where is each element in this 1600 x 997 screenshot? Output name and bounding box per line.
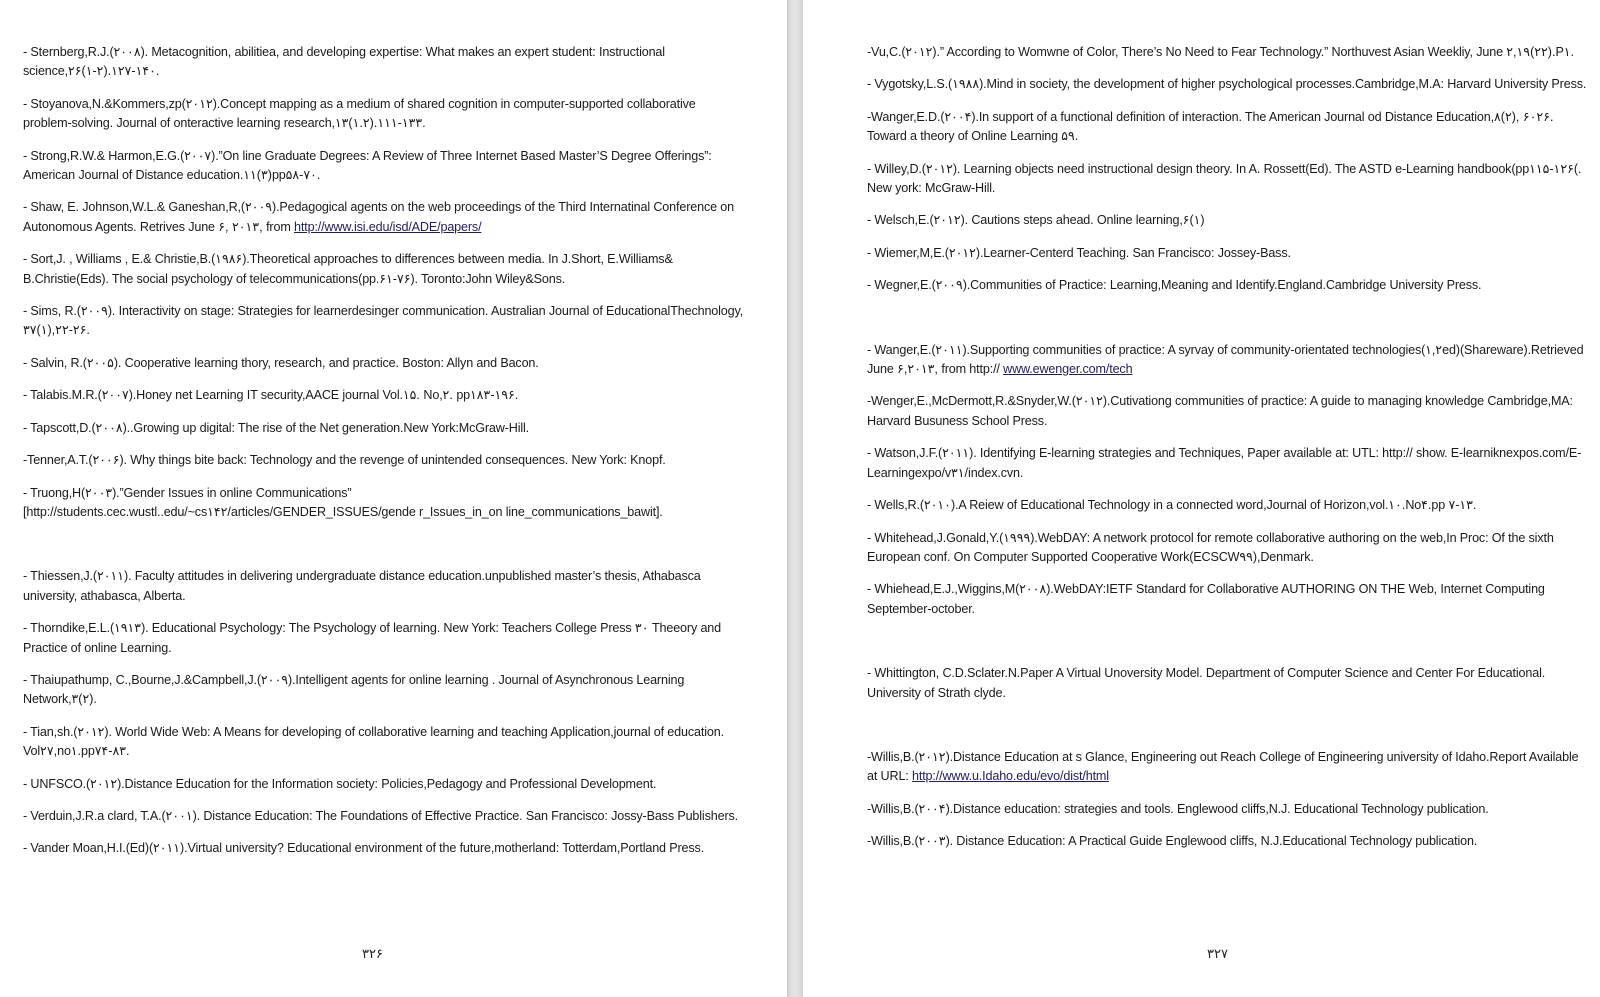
reference-link[interactable]: www.ewenger.com/tech — [1003, 362, 1133, 377]
reference-entry — [23, 839, 745, 858]
reference-entry — [867, 748, 1589, 787]
reference-text: - Vygotsky,L.S.(۱۹۸۸).Mind in society, the development of higher psychological processes.Cambridge,M.A: Harvard University Press. — [867, 77, 1587, 92]
reference-entry — [23, 807, 745, 826]
reference-entry — [867, 392, 1589, 431]
reference-entry — [23, 451, 745, 470]
reference-text: -Tenner,A.T.(۲۰۰۶). Why things bite back: Technology and the revenge of unintended consequences. New York: Knopf. — [23, 453, 666, 468]
reference-entry — [867, 211, 1589, 230]
reference-text: - Sort,J. , Williams , E.& Christie,B.(۱۹۸۶).Theoretical approaches to differences between media. In J.Short, E.Williams& B.Christie(Eds). The social psychology of telecommunications(pp.۶۱-۷۶). Toronto:John Wiley&Sons. — [23, 252, 673, 286]
reference-entry — [23, 567, 745, 606]
reference-text: - Thaiupathump, C.,Bourne,J.&Campbell,J.(۲۰۰۹).Intelligent agents for online learning . Journal of Asynchronous Learning Network,۳(۲). — [23, 672, 685, 707]
reference-entry — [23, 484, 745, 523]
reference-entry — [867, 444, 1589, 483]
reference-text: - Verduin,J.R.a clard, T.A.(۲۰۰۱). Distance Education: The Foundations of Effective Practice. San Francisco: Jossy-Bass Publishers. — [23, 808, 738, 823]
reference-text: -Willis,B.(۲۰۰۴).Distance education: strategies and tools. Englewood cliffs,N.J. Educational Technology publication. — [867, 801, 1489, 816]
reference-text: - Willey,D.(۲۰۱۲). Learning objects need instructional design theory. In A. Rossett(Ed). The ASTD e-Learning handbook(pp۱۱۵-۱۲۶(. New york: McGraw-Hill. — [867, 161, 1582, 196]
reference-entry — [867, 800, 1589, 819]
reference-text: - Whittington, C.D.Sclater.N.Paper A Virtual Unoversity Model. Department of Computer Science and Center For Educational. University of Strath clyde. — [867, 666, 1546, 700]
reference-link[interactable]: http://www.u.Idaho.edu/evo/dist/html — [912, 769, 1109, 784]
reference-text: - Salvin, R.(۲۰۰۵). Cooperative learning thory, research, and practice. Boston: Allyn and Bacon. — [23, 355, 539, 370]
reference-entry — [23, 354, 745, 373]
reference-entry — [867, 580, 1589, 619]
reference-entry — [23, 250, 745, 289]
reference-text: -Willis,B.(۲۰۰۳). Distance Education: A Practical Guide Englewood cliffs, N.J.Educational Technology publication. — [867, 834, 1478, 849]
reference-entry — [867, 108, 1589, 147]
reference-text: -Vu,C.(۲۰۱۲).” According to Womwne of Color, There’s No Need to Fear Technology.” Northuvest Asian Weekliy, June ۲,۱۹(۲۲).P۱. — [867, 45, 1574, 59]
reference-entry — [23, 95, 745, 134]
reference-entry — [867, 529, 1589, 568]
reference-entry — [23, 619, 745, 658]
reference-text: - Thorndike,E.L.(۱۹۱۳). Educational Psychology: The Psychology of learning. New York: Teachers College Press ۳۰ Theeory and Practice of online Learning. — [23, 621, 722, 655]
reference-text: - Watson,J.F.(۲۰۱۱). Identifying E-learning strategies and Techniques, Paper available at: UTL: http:// show. E-learniknexpos.com/E-Learningexpo/v۳۱/index.cvn. — [867, 446, 1582, 480]
reference-entry — [867, 276, 1589, 295]
reference-entry — [23, 302, 745, 341]
reference-entry — [23, 775, 745, 794]
reference-text: - Shaw, E. Johnson,W.L.& Ganeshan,R,(۲۰۰۹).Pedagogical agents on the web proceedings of the Third Internatinal Conference on Autonomous Agents. Retrives June ۶, ۲۰۱۳, from — [23, 200, 735, 234]
reference-text: - Wanger,E.(۲۰۱۱).Supporting communities of practice: A syrvay of community-orientated technologies(۱,۲ed)(Shareware).Retrieved June ۶,۲۰۱۳, from http:// — [867, 342, 1584, 377]
reference-list — [867, 43, 1589, 865]
reference-entry — [23, 671, 745, 710]
reference-entry — [867, 341, 1589, 380]
reference-text: -Wenger,E.,McDermott,R.&Snyder,W.(۲۰۱۲).Cutivationg communities of practice: A guide to managing knowledge Cambridge,MA: Harvard Busuness School Press. — [867, 394, 1573, 428]
reference-text: - Wells,R.(۲۰۱۰).A Reiew of Educational Technology in a connected word,Journal of Horizon,vol.۱۰.No۴.pp ۷-۱۳. — [867, 498, 1477, 513]
reference-entry — [23, 419, 745, 438]
reference-text: - Truong,H(۲۰۰۳).”Gender Issues in online Communications” [http://students.cec.wustl..edu/~cs۱۴۲/articles/GENDER_ISSUES/gende r_Issues_in_on line_communications_bawit]. — [23, 485, 663, 519]
reference-entry — [23, 386, 745, 405]
page-gutter-divider — [787, 0, 803, 997]
reference-entry — [867, 75, 1589, 94]
reference-text: - Talabis.M.R.(۲۰۰۷).Honey net Learning IT security,AACE journal Vol.۱۵. No,۲. pp۱۸۳-۱۹۶. — [23, 388, 519, 403]
reference-entry — [867, 244, 1589, 263]
reference-entry — [23, 198, 745, 237]
reference-text: - Tapscott,D.(۲۰۰۸)..Growing up digital: The rise of the Net generation.New York:McGraw-Hill. — [23, 420, 529, 435]
left-page — [0, 0, 787, 997]
reference-text: - Stoyanova,N.&Kommers,zp(۲۰۱۲).Concept mapping as a medium of shared cognition in computer-supported collaborative problem-solving. Journal of onteractive learning research,۱۳(۱.۲).۱۱۱-۱۳۳. — [23, 96, 696, 131]
reference-text: - Whitehead,J.Gonald,Y.(۱۹۹۹).WebDAY: A network protocol for remote collaborative authoring on the web,In Proc: Of the sixth European conf. On Computer Supported Cooperative Work(ECSCW۹۹),Denmark. — [867, 530, 1554, 564]
reference-entry — [867, 43, 1589, 62]
reference-text: -Wanger,E.D.(۲۰۰۴).In support of a functional definition of interaction. The American Journal od Distance Education,۸(۲), ۶۰۲۶. Toward a theory of Online Learning ۵۹. — [867, 109, 1554, 144]
reference-entry — [867, 496, 1589, 515]
reference-entry — [23, 43, 745, 82]
reference-entry — [23, 147, 745, 186]
reference-entry — [867, 664, 1589, 703]
reference-text: - Sternberg,R.J.(۲۰۰۸). Metacognition, abilitiea, and developing expertise: What makes an expert student: Instructional science,۲۶(۱-۲).۱۲۷-۱۴۰. — [23, 45, 665, 79]
reference-text: - Whiehead,E.J.,Wiggins,M(۲۰۰۸).WebDAY:IETF Standard for Collaborative AUTHORING ON THE Web, Internet Computing September-october. — [867, 582, 1545, 616]
reference-list — [23, 43, 745, 872]
reference-entry — [23, 723, 745, 762]
reference-entry — [867, 832, 1589, 851]
page-number: ۳۲۷ — [1207, 946, 1228, 961]
reference-text: - Strong,R.W.& Harmon,E.G.(۲۰۰۷).”On line Graduate Degrees: A Review of Three Internet Based Master’S Degree Offerings”: American Journal of Distance education.۱۱(۳)pp۵۸-۷۰. — [23, 148, 712, 183]
reference-text: - Thiessen,J.(۲۰۱۱). Faculty attitudes in delivering undergraduate distance education.unpublished master’s thesis, Athabasca university, athabasca, Alberta. — [23, 569, 701, 603]
reference-text: - Vander Moan,H.I.(Ed)(۲۰۱۱).Virtual university? Educational environment of the future,motherland: Totterdam,Portland Press. — [23, 841, 705, 856]
reference-text: - Welsch,E.(۲۰۱۲). Cautions steps ahead. Online learning,۶(۱) — [867, 213, 1205, 228]
reference-link[interactable]: http://www.isi.edu/isd/ADE/papers/ — [294, 219, 482, 234]
reference-text: - Tian,sh.(۲۰۱۲). World Wide Web: A Means for developing of collaborative learning and teaching Application,journal of education. Vol۲۷,no۱.pp۷۴-۸۳. — [23, 724, 724, 759]
right-page — [803, 0, 1600, 997]
reference-text: -Willis,B.(۲۰۱۲).Distance Education at s Glance, Engineering out Reach College of Engineering university of Idaho.Report Available at URL: — [867, 749, 1579, 784]
reference-text: - UNFSCO.(۲۰۱۲).Distance Education for the Information society: Policies,Pedagogy and Professional Development. — [23, 776, 657, 791]
reference-text: - Sims, R.(۲۰۰۹). Interactivity on stage: Strategies for learnerdesinger communication. Australian Journal of EducationalThechnology, ۳۷(۱),۲۲-۲۶. — [23, 304, 744, 338]
reference-text: - Wiemer,M,E.(۲۰۱۲).Learner-Centerd Teaching. San Francisco: Jossey-Bass. — [867, 245, 1291, 260]
reference-text: - Wegner,E.(۲۰۰۹).Communities of Practice: Learning,Meaning and Identify.England.Cambridge University Press. — [867, 278, 1482, 293]
reference-entry — [867, 160, 1589, 199]
page-number: ۳۲۶ — [362, 946, 383, 961]
